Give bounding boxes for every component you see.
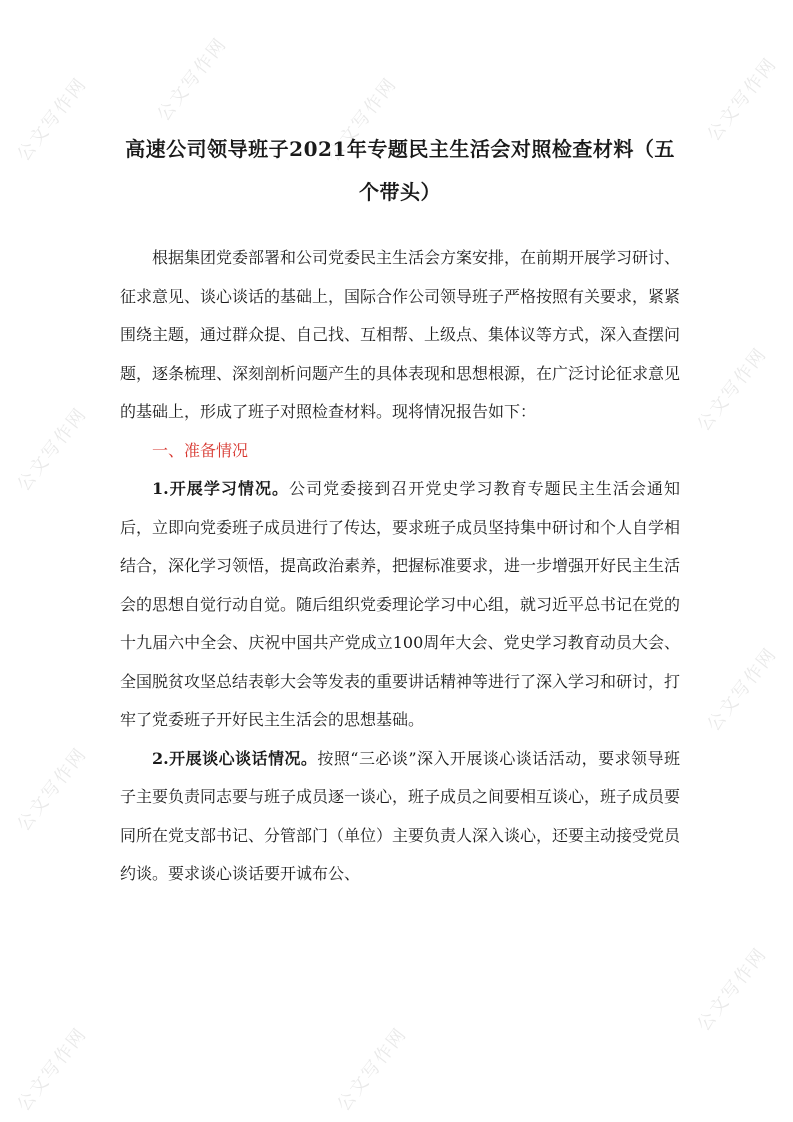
item-1-body: 公司党委接到召开党史学习教育专题民主生活会通知后，立即向党委班子成员进行了传达，要求班子成员坚持集中研讨和个人自学相结合，深化学习领悟，提高政治素养，把握标准要求，进一步增强开好民主生活会的思想自觉行动自觉。随后组织党委理论学习中心组，就习近平总书记在党的十九届六中全会、庆祝中国共产党成立100周年大会、党史学习教育动员大会、全国脱贫攻坚总结表彰大会等发表的重要讲话精神等进行了深入学习和研讨，打牢了党委班子开好民主生活会的思想基础。 xyxy=(120,479,681,729)
item-2-body: 按照“三必谈”深入开展谈心谈话活动，要求领导班子主要负责同志要与班子成员逐一谈心，班子成员之间要相互谈心，班子成员要同所在党支部书记、分管部门（单位）主要负责人深入谈心，还要主动接受党员约谈。要求谈心谈话要开诚布公、 xyxy=(120,748,681,883)
watermark: 公文写作网 xyxy=(703,53,782,146)
watermark: 公文写作网 xyxy=(13,1023,92,1116)
watermark: 公文写作网 xyxy=(13,403,92,496)
watermark: 公文写作网 xyxy=(13,73,92,166)
item-2-lead: 2.开展谈心谈话情况。 xyxy=(152,748,318,768)
document-page xyxy=(120,128,680,894)
watermark: 公文写作网 xyxy=(323,73,402,166)
item-1-paragraph xyxy=(120,470,680,740)
watermark: 公文写作网 xyxy=(153,33,232,126)
item-1-lead: 1.开展学习情况。 xyxy=(152,479,290,498)
item-2-paragraph xyxy=(120,740,680,894)
section-heading: 一、准备情况 xyxy=(152,440,249,460)
document-title: 高速公司领导班子2021年专题民主生活会对照检查材料（五个带头） xyxy=(125,137,675,204)
watermark: 公文写作网 xyxy=(693,943,772,1036)
watermark: 公文写作网 xyxy=(693,343,772,436)
watermark: 公文写作网 xyxy=(703,643,782,736)
watermark: 公文写作网 xyxy=(13,743,92,836)
watermark: 公文写作网 xyxy=(333,1023,412,1116)
intro-paragraph: 根据集团党委部署和公司党委民主生活会方案安排，在前期开展学习研讨、征求意见、谈心谈话的基础上，国际合作公司领导班子严格按照有关要求，紧紧围绕主题，通过群众提、自己找、互相帮、上级点、集体议等方式，深入查摆问题，逐条梳理、深刻剖析问题产生的具体表现和思想根源，在广泛讨论征求意见的基础上，形成了班子对照检查材料。现将情况报告如下： xyxy=(120,248,681,421)
